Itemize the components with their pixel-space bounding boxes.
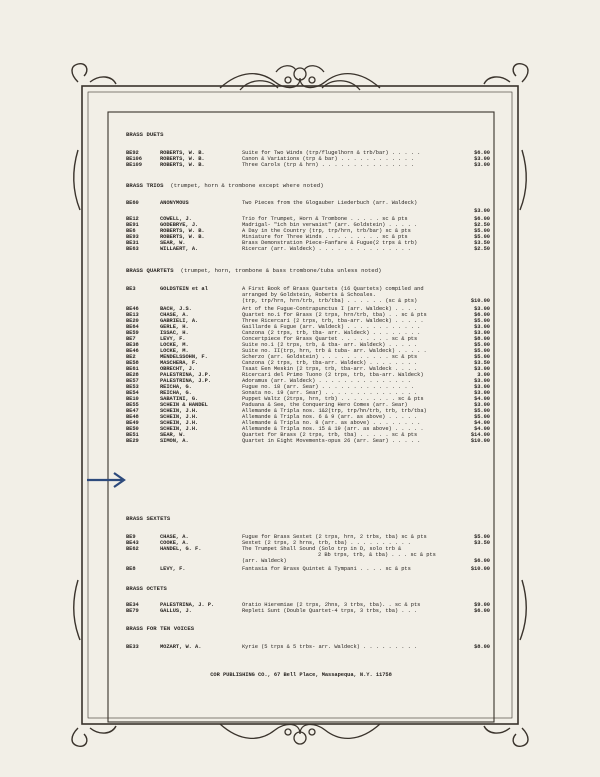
list-item: BE13 CHASE, A. Quartet no.1 for Brass (2 trps, hrn/trb, tba) . . sc & pts $6.00 [126,312,490,318]
section-heading-sextets: BRASS SEXTETS [126,515,171,522]
section-heading-duets: BRASS DUETS [126,131,164,138]
list-item: BE43 COOKE, A. Sextet (2 trps, 2 hrns, trb, tba) . . . . . . . . . . $3.50 [126,540,490,546]
list-item: BE7 LEVY, F. Concertpiece for Brass Quartet . . . . . . . . sc & pts $8.00 [126,336,490,342]
list-item-continuation: (trp, trp/hrn, hrn/trb, trb/tba) . . . . . . (sc & pts) $10.00 [242,298,490,304]
list-item-continuation: 2 Bb trps, trb, & tba) . . . sc & pts [318,552,436,558]
list-item: BE3 GOLDSTEIN et al A First Book of Brass Quartets (16 Quartets) compiled and [126,286,424,292]
list-item: BE106 ROBERTS, W. B. Canon & Variations (trp & bar) . . . . . . . . . . . . $3.00 [126,156,490,162]
list-item: BE109 ROBERTS, W. B. Three Carols (trp & hrn) . . . . . . . . . . . . . . . $3.00 [126,162,490,168]
list-item: BE58 MASCHERA, F. Canzona (2 trps, trb, tba-arr. Waldeck) . . . . . . . . $3.50 [126,360,490,366]
list-item-continuation: (arr. Waldeck) $6.00 [242,558,490,564]
list-item: BE2 MENDELSSOHN, F. Scherzo (arr. Goldstein) . . . . . . . . . . . sc & pts $5.00 [126,354,490,360]
price: $3.00 [474,208,490,214]
list-item: BE49 SCHEIN, J.H. Allemande & Tripla no. 8 (arr. as above) . . . . . . . . $4.00 [126,420,490,426]
list-item: BE9 CHASE, A. Fugue for Brass Sextet (2 trps, hrn, 2 trbs, tba) sc & pts $5.00 [126,534,490,540]
list-item: BE29 SIMON, A. Quartet in Eight Movements-opus 26 (arr. Sear) . . . . . $10.00 [126,438,490,444]
list-item: BE12 COWELL, J. Trio for Trumpet, Horn & Trombone . . . . . sc & pts $6.00 [126,216,490,222]
list-item: BE61 OBRECHT, J. Tsaat Een Meskin (2 trps, trb, tba-arr. Waldeck . . . . $3.00 [126,366,490,372]
list-item: BE28 PALESTRINA, J.P. Ricercari del Primo Tuono (2 trps, trb, tba-arr. Waldeck) 3.00 [126,372,490,378]
section-heading-quartets: BRASS QUARTETS (trumpet, horn, trombone & bass trombone/tuba unless noted) [126,267,382,274]
list-item: BE34 PALESTRINA, J. P. Oratio Hieremiae (2 trps, 2hns, 3 trbs, tba). . sc & pts $9.00 [126,602,490,608]
section-heading-trios: BRASS TRIOS (trumpet, horn & trombone except where noted) [126,182,324,189]
list-item: BE38 LOCKE, M. Suite no.1 (2 trps, trb, & tba- arr. Waldeck) . . . . . $5.00 [126,342,490,348]
list-item: BE50 SCHEIN, J.H. Allemande & Tripla nos. 15 & 19 (arr. as above) . . . . . $4.00 [126,426,490,432]
list-item-continuation: arranged by Goldstein, Roberts & Schoales. [242,292,376,298]
list-item: BE62 HANDEL, G. F. The Trumpet Shall Sound (Solo trp in D, solo trb & [126,546,402,552]
list-item: BE59 ISSAC, H. Canzona (2 trps, trb, tba- arr. Waldeck) . . . . . . . . $3.00 [126,330,490,336]
catalog-content [108,112,494,722]
list-item: BE79 GALLUS, J. Repleti Sunt (Double Quartet-4 trps, 3 trbs, tba) . . . $6.00 [126,608,490,614]
list-item: BE10 SABATINI, G. Puppet Waltz (2trps, hrn, trb) . . . . . . . . . sc & pts $4.00 [126,396,490,402]
list-item: BE53 REICHA, G. Fugue no. 18 (arr. Sear) . . . . . . . . . . . . . . . $3.00 [126,384,490,390]
list-item: BE60 ANONYMOUS Two Pieces from the Glogauber Liederbuch (arr. Waldeck) [126,200,418,206]
list-item: BE8 LEVY, F. Fantasia for Brass Quintet & Tympani . . . . sc & pts $10.00 [126,566,490,572]
list-item: BE55 SCHEIN & HANDEL Paduana & See, the Conquering Hero Comes (arr. Sear) $3.00 [126,402,490,408]
bottom-flourish [220,724,380,744]
list-item [108,444,494,451]
list-item: BE48 SCHEIN, J.H. Allemande & Tripla nos. 6 & 9 (arr. as above) . . . . . $5.00 [126,414,490,420]
list-item: BE20 GABRIELI, A. Three Ricercari (2 trps, trb, tba-arr. Waldeck) . . . . . $5.00 [126,318,490,324]
list-item: BE47 SCHEIN, J.H. Allemande & Tripla nos. 1&2(trp, trp/hn/trb, trb, trb/tba) $5.00 [126,408,490,414]
list-item: BE92 ROBERTS, W. B. Suite for Two Winds (trp/flugelhorn & trb/bar) . . . . . $6.00 [126,150,490,156]
list-item: BE91 GODEBRYE, J. Madrigal- "ich bin verwaist" (arr. Goldstein) . . . . . $2.50 [126,222,490,228]
list-item: BE46 BACH, J.S. Art of the Fugue-Contrapunctus I (arr. Waldeck) . . . . $3.00 [126,306,490,312]
list-item: BE57 PALESTRINA, J.P. Adoramus (arr. Waldeck) . . . . . . . . . . . . . . . $3.00 [126,378,490,384]
section-heading-ten-voices: BRASS FOR TEN VOICES [126,625,195,632]
list-item: BE6 ROBERTS, W. B. A Day in the Country (trp, trp/hrn, trb/bar) sc & pts $5.00 [126,228,490,234]
list-item: BE51 SEAR, W. Quartet for Brass (2 trps, trb, tba) . . . . . sc & pts $14.00 [126,432,490,438]
list-item: BE64 GERLE, H. Gaillarde & Fugue (arr. Waldeck) . . . . . . . . . . . . $3.00 [126,324,490,330]
publisher-footer: COR PUBLISHING CO., 67 Bell Place, Massapequa, N.Y. 11758 [210,672,392,678]
section-heading-octets: BRASS OCTETS [126,585,167,592]
list-item: BE63 WILLAERT, A. Ricercar (arr. Waldeck) . . . . . . . . . . . . . . . $2.50 [126,246,490,252]
list-item: BE93 ROBERTS, W. B. Miniature for Three Winds . . . . . . . . . sc & pts $5.00 [126,234,490,240]
list-item: BE33 MOZART, W. A. Kyrie (5 trps & 5 trbs- arr. Waldeck) . . . . . . . . . $8.00 [126,644,490,650]
list-item: BE31 SEAR, W. Brass Demonstration Piece-Fanfare & Fugue(2 trps & trb) $3.50 [126,240,490,246]
list-item: BE46 LOCKE, M. Suite no. II(trp, hrn, trb & tuba- arr. Waldeck) . . . . . $5.00 [126,348,490,354]
list-item: BE54 REICHA, G. Sonata no. 19 (arr. Sear) . . . . . . . . . . . . . . . $3.00 [126,390,490,396]
